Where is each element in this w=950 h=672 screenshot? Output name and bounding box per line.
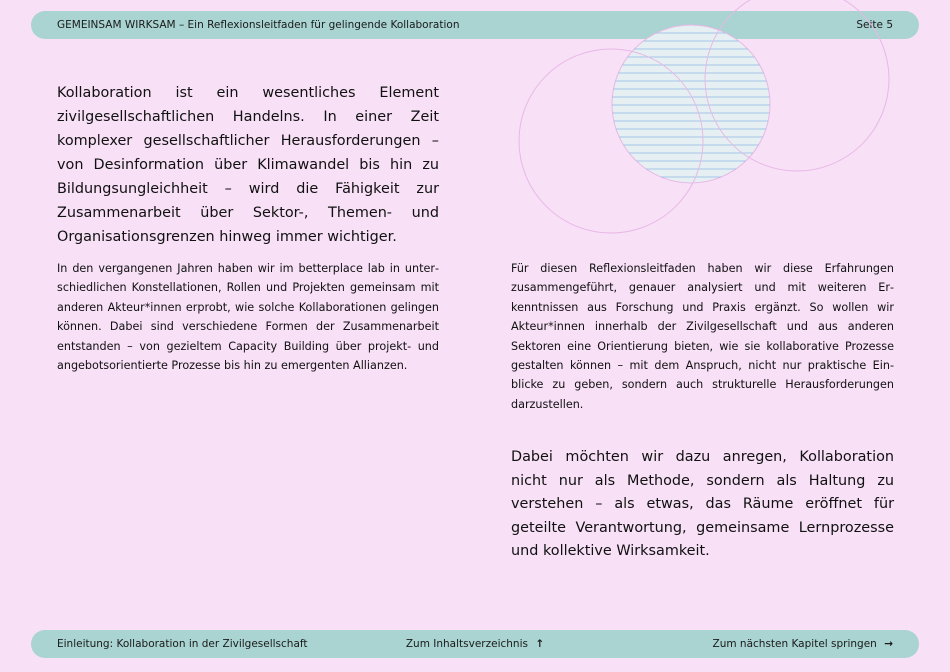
page-number: Seite 5 — [856, 19, 893, 31]
right-column-paragraph: Für diesen Reflexionsleitfaden haben wir diese Erfahrungen zusammengeführt, genauer analysiert und mit weiteren Erkenntnissen aus Forschung und Praxis ergänzt. So wollen wir Akteur*innen innerhalb der Zivilgesellschaft und aus anderen Sektoren eine Orientierung bieten, wie sie kollaborative Prozesse gestalten können – mit dem Anspruch, nicht nur praktische Einblicke zu geben, sondern auch strukturelle Herausforderungen darzustellen. — [511, 262, 894, 411]
lead-paragraph: Kollaboration ist ein wesentliches Element zivilgesellschaftlichen Handelns. In einer Zeit komplexer gesellschaftlicher Herausforderungen – von Desinformation über Klimawandel bis hin zu Bildungsungleichheit – wird die Fähigkeit zur Zusammenarbeit über Sektor-, Themen- und Organisationsgrenzen hinweg immer wichtiger. — [57, 85, 439, 245]
decorative-circles-graphic — [500, 0, 920, 250]
arrow-right-icon: → — [884, 638, 893, 650]
next-chapter-link[interactable]: Zum nächsten Kapitel springen → — [712, 638, 893, 650]
document-title: GEMEINSAM WIRKSAM – Ein Reflexionsleitfaden für gelingende Kollaboration — [57, 19, 460, 31]
chapter-title: Einleitung: Kollaboration in der Zivilgesellschaft — [57, 638, 308, 650]
footer-bar — [31, 630, 919, 658]
left-column-paragraph: In den vergangenen Jahren haben wir im betterplace lab in unterschiedlichen Konstellationen, Rollen und Projekten gemeinsam mit anderen Akteur*innen erprobt, wie solche Kollaborationen gelingen können. Dabei sind verschiedene Formen der Zusammenarbeit entstanden – von gezieltem Capacity Building über projekt- und angebotsorientierte Prozesse bis hin zu emergenten Allianzen. — [57, 262, 439, 373]
arrow-up-icon: ↑ — [535, 638, 545, 650]
closing-paragraph: Dabei möchten wir dazu anregen, Kollaboration nicht nur als Methode, sondern als Haltung zu verstehen – als etwas, das Räume eröffnet für geteilte Verantwortung, gemeinsame Lernprozesse und kollektive Wirksamkeit. — [511, 449, 894, 560]
toc-link[interactable]: Zum Inhaltsverzeichnis ↑ — [405, 638, 545, 650]
